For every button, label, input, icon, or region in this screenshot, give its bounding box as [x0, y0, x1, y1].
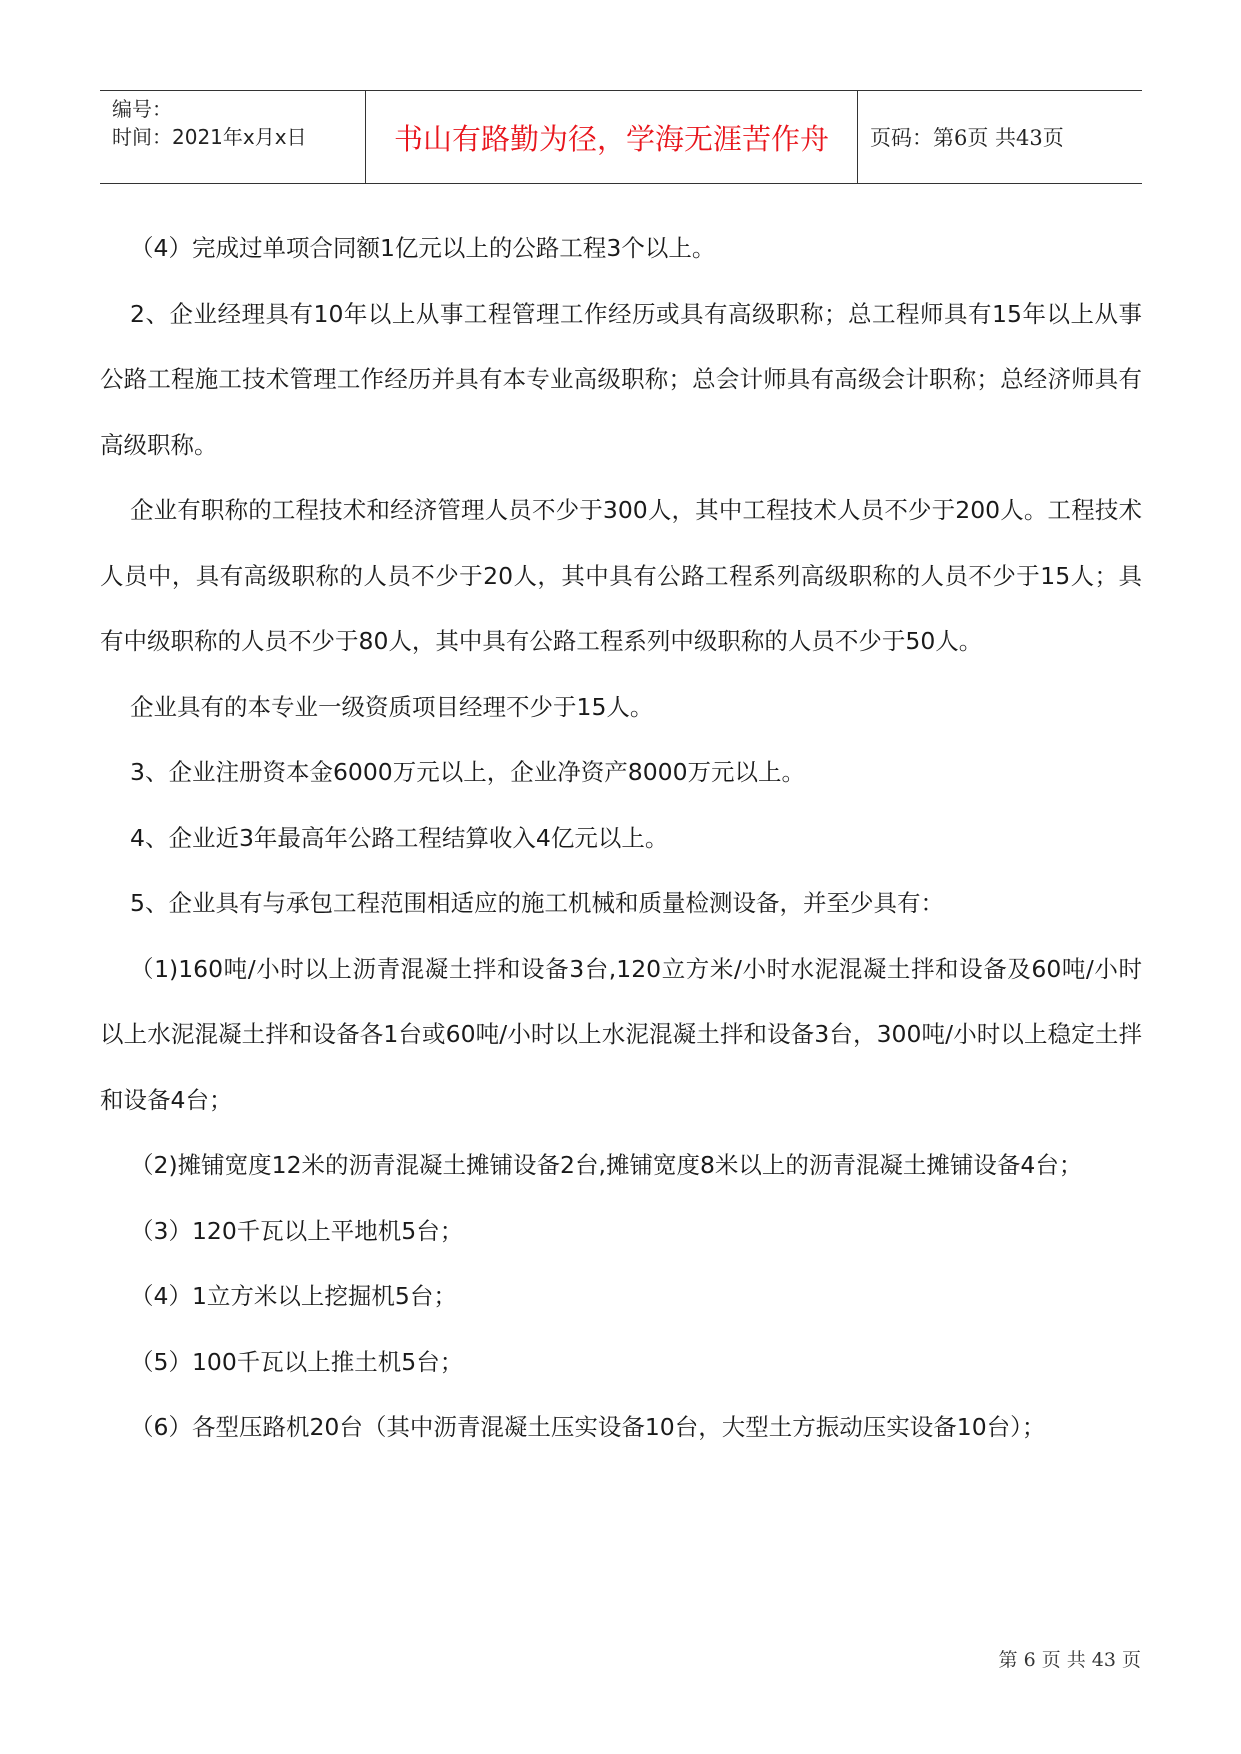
- paragraph: 2、企业经理具有10年以上从事工程管理工作经历或具有高级职称；总工程师具有15年以上从事公路工程施工技术管理工作经历并具有本专业高级职称；总会计师具有高级会计职称；总经济师具有高级职称。: [100, 299, 1142, 459]
- header-middle-cell: [365, 91, 858, 183]
- header-left-cell: [100, 91, 365, 183]
- paragraph: （2)摊铺宽度12米的沥青混凝土摊铺设备2台,摊铺宽度8米以上的沥青混凝土摊铺设备4台；: [130, 1151, 1083, 1179]
- header-motto: 书山有路勤为径，学海无涯苦作舟: [393, 121, 829, 156]
- page-footer: 第 6 页 共 43 页: [998, 1649, 1141, 1671]
- paragraph: 企业具有的本专业一级资质项目经理不少于15人。: [130, 692, 654, 721]
- header-page-info: 页码：第6页 共43页: [870, 126, 1064, 150]
- paragraph: （4）1立方米以上挖掘机5台；: [130, 1282, 457, 1310]
- document-body: [100, 216, 1142, 1461]
- paragraph: 企业有职称的工程技术和经济管理人员不少于300人，其中工程技术人员不少于200人。工程技术人员中，具有高级职称的人员不少于20人，其中具有公路工程系列高级职称的人员不少于15人；具有中级职称的人员不少于80人，其中具有公路工程系列中级职称的人员不少于50人。: [100, 496, 1142, 655]
- document-number-label: 编号：: [112, 97, 172, 121]
- paragraph: （6）各型压路机20台（其中沥青混凝土压实设备10台，大型土方振动压实设备10台）；: [130, 1413, 1046, 1441]
- paragraph: （3）120千瓦以上平地机5台；: [130, 1216, 464, 1245]
- paragraph: （4）完成过单项合同额1亿元以上的公路工程3个以上。: [130, 234, 716, 262]
- paragraph: （5）100千瓦以上推土机5台；: [130, 1347, 464, 1376]
- header-table: [100, 90, 1142, 184]
- paragraph: 3、企业注册资本金6000万元以上，企业净资产8000万元以上。: [130, 758, 806, 786]
- document-time-label: 时间：2021年x月x日: [112, 125, 307, 149]
- paragraph: 5、企业具有与承包工程范围相适应的施工机械和质量检测设备，并至少具有：: [130, 889, 944, 917]
- paragraph: （1)160吨/小时以上沥青混凝土拌和设备3台,120立方米/小时水泥混凝土拌和设备及60吨/小时以上水泥混凝土拌和设备各1台或60吨/小时以上水泥混凝土拌和设备3台，300吨/小时以上稳定土拌和设备4台；: [100, 954, 1142, 1114]
- paragraph: 4、企业近3年最高年公路工程结算收入4亿元以上。: [130, 823, 669, 852]
- header-right-cell: [858, 91, 1142, 183]
